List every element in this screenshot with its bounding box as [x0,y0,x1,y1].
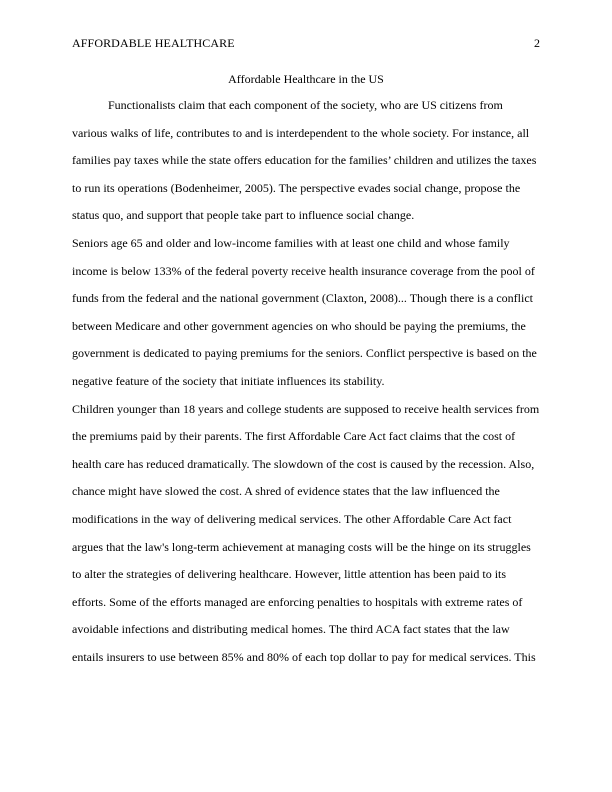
paragraph-line: to alter the strategies of delivering healthcare. However, little attention has been paid to its [72,567,507,582]
page-number: 2 [534,36,540,50]
paragraph-line: income is below 133% of the federal poverty receive health insurance coverage from the pool of [72,263,535,278]
paragraph-1 [72,92,540,230]
paragraph-line: efforts. Some of the efforts managed are enforcing penalties to hospitals with extreme rates of [72,594,523,609]
paragraph-line: the premiums paid by their parents. The first Affordable Care Act fact claims that the cost of [72,429,516,444]
paragraph-line: modifications in the way of delivering medical services. The other Affordable Care Act fact [72,511,512,526]
paragraph-line: various walks of life, contributes to and is interdependent to the whole society. For instance, all [72,125,530,140]
document-body [72,92,540,671]
running-head: AFFORDABLE HEALTHCARE [72,36,235,50]
paragraph-line: chance might have slowed the cost. A shred of evidence states that the law influenced the [72,484,500,499]
paragraph-line: Children younger than 18 years and college students are supposed to receive health services from [72,401,540,416]
paragraph-line: Functionalists claim that each component of the society, who are US citizens from [108,98,503,112]
paragraph-line: funds from the federal and the national government (Claxton, 2008)... Though there is a conflict [72,291,533,306]
paragraph-line: families pay taxes while the state offers education for the families’ children and utilizes the taxes [72,153,537,168]
paragraph-line: status quo, and support that people take part to influence social change. [72,208,415,223]
paragraph-line: Seniors age 65 and older and low-income families with at least one child and whose family [72,235,510,250]
paragraph-3 [72,396,540,672]
paragraph-line: government is dedicated to paying premiums for the seniors. Conflict perspective is based on the [72,346,537,361]
paragraph-line: entails insurers to use between 85% and 80% of each top dollar to pay for medical services. This [72,649,536,664]
paragraph-2 [72,230,540,396]
paragraph-line: argues that the law's long-term achievement at managing costs will be the hinge on its struggles [72,539,531,554]
paragraph-line: avoidable infections and distributing medical homes. The third ACA fact states that the law [72,622,510,637]
paragraph-line: to run its operations (Bodenheimer, 2005). The perspective evades social change, propose the [72,180,521,195]
document-title: Affordable Healthcare in the US [228,72,384,86]
paragraph-line: health care has reduced dramatically. The slowdown of the cost is caused by the recession. Also, [72,456,535,471]
paragraph-line: between Medicare and other government agencies on who should be paying the premiums, the [72,318,526,333]
paragraph-line: negative feature of the society that initiate influences its stability. [72,373,385,388]
